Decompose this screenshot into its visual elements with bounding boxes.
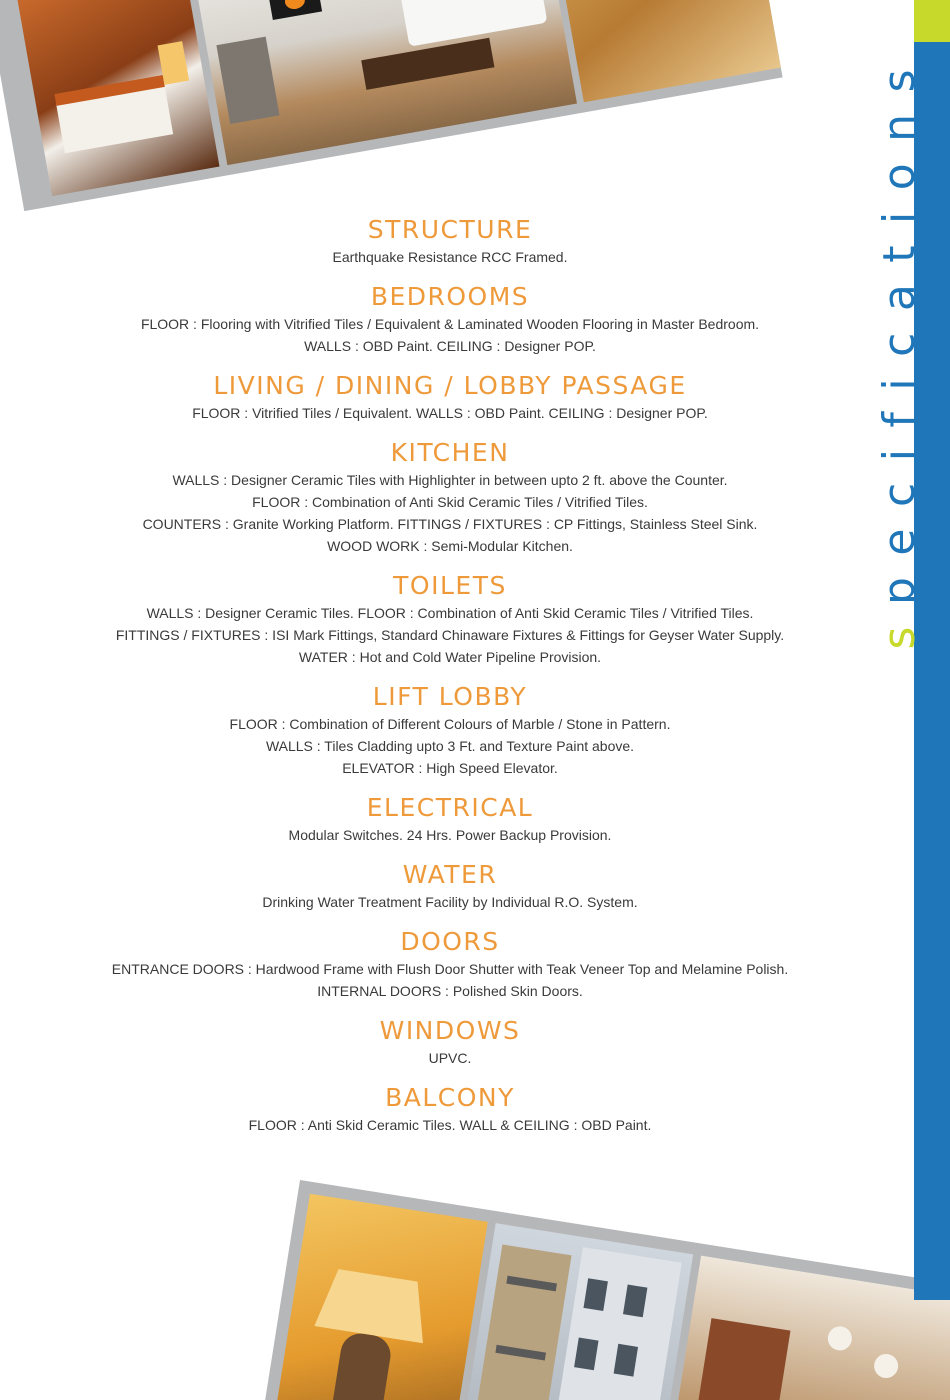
section-title: ELECTRICAL: [366, 793, 534, 822]
spec-line: WALLS : Designer Ceramic Tiles with Highlighter in between upto 2 ft. above the Counter.: [172, 472, 728, 488]
section-title: LIFT LOBBY: [372, 682, 528, 711]
spec-line: Drinking Water Treatment Facility by Individual R.O. System.: [262, 894, 638, 910]
spec-line: Modular Switches. 24 Hrs. Power Backup Provision.: [288, 827, 612, 843]
spec-section-water: [50, 859, 850, 913]
spec-section-living-dining-lobby-passage: [50, 370, 850, 424]
spec-section-balcony: [50, 1082, 850, 1136]
spec-line: FLOOR : Vitrified Tiles / Equivalent. WALLS : OBD Paint. CEILING : Designer POP.: [192, 405, 708, 421]
top-photo-strip: [0, 0, 783, 211]
side-title-text: [874, 48, 925, 650]
bedroom-photo: [17, 0, 219, 196]
spec-line: ELEVATOR : High Speed Elevator.: [342, 760, 558, 776]
section-title: STRUCTURE: [367, 215, 533, 244]
spec-section-bedrooms: [50, 281, 850, 357]
section-title: TOILETS: [393, 571, 507, 600]
side-accent-green: [914, 0, 950, 42]
interior-photo: [659, 1256, 950, 1400]
section-title: WINDOWS: [379, 1016, 521, 1045]
side-title-first-letter: s: [874, 605, 925, 650]
lamp-photo: [268, 1194, 488, 1400]
spec-line: WALLS : OBD Paint. CEILING : Designer POP.: [304, 338, 596, 354]
spec-line: Earthquake Resistance RCC Framed.: [332, 249, 568, 265]
side-title-rest: pecifications: [874, 48, 925, 605]
spec-line: FLOOR : Combination of Anti Skid Ceramic Tiles / Vitrified Tiles.: [252, 494, 648, 510]
spec-line: FLOOR : Combination of Different Colours of Marble / Stone in Pattern.: [229, 716, 671, 732]
spec-line: FLOOR : Anti Skid Ceramic Tiles. WALL & CEILING : OBD Paint.: [248, 1117, 652, 1133]
section-title: KITCHEN: [390, 438, 510, 467]
spec-section-windows: [50, 1015, 850, 1069]
section-title: DOORS: [400, 927, 500, 956]
section-title: BALCONY: [385, 1083, 515, 1112]
section-title: WATER: [402, 860, 498, 889]
spec-line: INTERNAL DOORS : Polished Skin Doors.: [317, 983, 583, 999]
spec-section-kitchen: [50, 437, 850, 557]
spec-section-toilets: [50, 570, 850, 668]
spec-line: ENTRANCE DOORS : Hardwood Frame with Flush Door Shutter with Teak Veneer Top and Melamine Polish.: [111, 961, 789, 977]
spec-section-doors: [50, 926, 850, 1002]
spec-line: COUNTERS : Granite Working Platform. FITTINGS / FIXTURES : CP Fittings, Stainless Steel Sink.: [142, 516, 758, 532]
spec-line: WALLS : Tiles Cladding upto 3 Ft. and Texture Paint above.: [265, 738, 635, 754]
spec-section-structure: [50, 214, 850, 268]
section-title: LIVING / DINING / LOBBY PASSAGE: [213, 371, 687, 400]
spec-line: FLOOR : Flooring with Vitrified Tiles / Equivalent & Laminated Wooden Flooring in Master Bedroom.: [140, 316, 760, 332]
spec-line: FITTINGS / FIXTURES : ISI Mark Fittings, Standard Chinaware Fixtures & Fittings for Geyser Water Supply.: [115, 627, 785, 643]
building-exterior-photo: [453, 1223, 693, 1400]
bottom-photo-strip: [253, 1180, 950, 1400]
spec-section-lift-lobby: [50, 681, 850, 779]
spec-section-electrical: [50, 792, 850, 846]
bathroom-photo: [549, 0, 781, 102]
spec-line: WALLS : Designer Ceramic Tiles. FLOOR : Combination of Anti Skid Ceramic Tiles / Vitrified Tiles.: [146, 605, 754, 621]
spec-line: WATER : Hot and Cold Water Pipeline Provision.: [298, 649, 602, 665]
living-room-photo: [193, 0, 577, 165]
specifications-list: [50, 214, 850, 1149]
spec-line: UPVC.: [428, 1050, 472, 1066]
spec-line: WOOD WORK : Semi-Modular Kitchen.: [327, 538, 573, 554]
section-title: BEDROOMS: [370, 282, 530, 311]
